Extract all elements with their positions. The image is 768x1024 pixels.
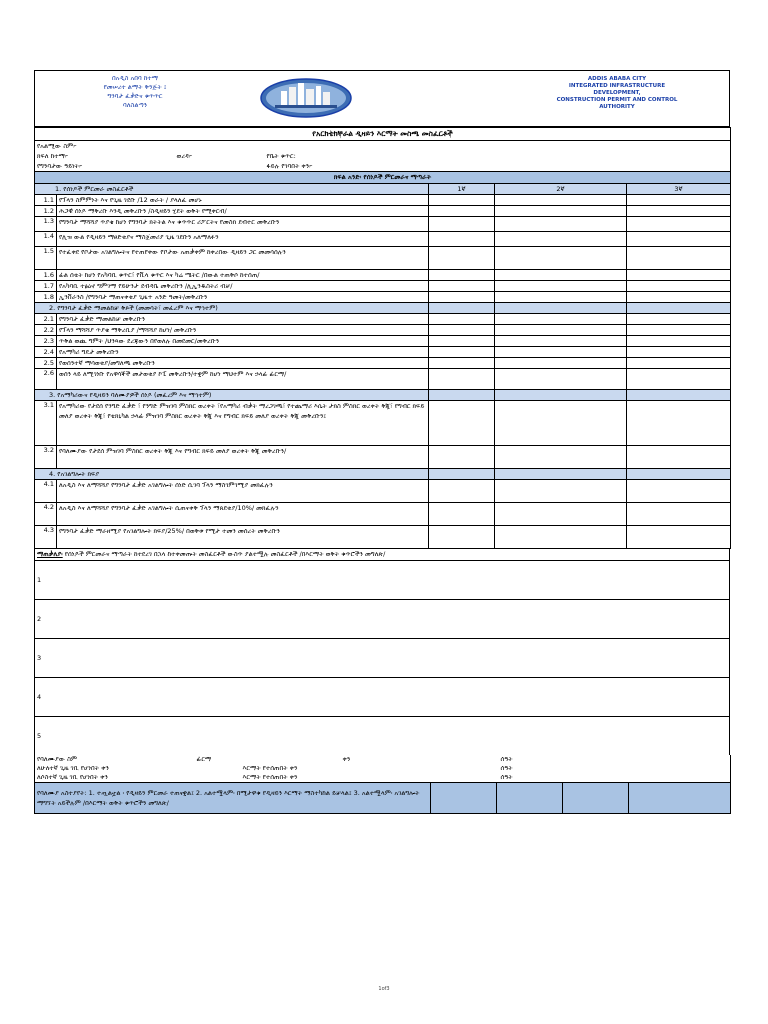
criteria-number: 1.1 (35, 195, 57, 206)
round-1-cell[interactable] (429, 446, 495, 469)
round-3-cell[interactable] (627, 358, 731, 369)
criteria-number: 4.3 (35, 526, 57, 549)
round-3-cell[interactable] (627, 401, 731, 446)
criteria-number: 1.4 (35, 232, 57, 247)
criteria-number: 3.1 (35, 401, 57, 446)
criteria-number: 1.6 (35, 270, 57, 281)
sub-city-field[interactable]: ክፍለ ከተማ፦ (37, 151, 69, 160)
round-2-header: 2ኛ (495, 184, 627, 195)
checklist-row (35, 195, 731, 206)
round-1-cell[interactable] (429, 401, 495, 446)
round-3-cell[interactable] (627, 336, 731, 347)
round-3-cell[interactable] (627, 526, 731, 549)
signature-field[interactable]: ፊርማ (196, 755, 212, 763)
round-3-cell[interactable] (627, 217, 731, 232)
criteria-number: 1.3 (35, 217, 57, 232)
round-2-cell[interactable] (495, 314, 627, 325)
criteria-number: 1.2 (35, 206, 57, 217)
round-2-cell[interactable] (495, 247, 627, 270)
round-2-cell[interactable] (495, 526, 627, 549)
round-3-cell[interactable] (627, 369, 731, 390)
house-no-field[interactable]: የቤት ቁጥር: (266, 151, 296, 160)
criteria-number: 2.5 (35, 358, 57, 369)
checklist-row (35, 281, 731, 292)
round-2-cell[interactable] (495, 217, 627, 232)
time-field-2[interactable]: ሰዓት (500, 764, 513, 772)
round-3-cell[interactable] (627, 292, 731, 303)
org-name-amharic: በአዲስ አበባ ከተማ የመሠረተ ልማት ቅንጅት ፤ ግንባታ ፈቃድና ቁጥጥር ባለስልጣን (103, 74, 167, 109)
round-2-cell[interactable] (495, 401, 627, 446)
round-1-cell[interactable] (429, 369, 495, 390)
third-submission-date[interactable]: ለሶስተኛ ጊዜ ገቢ የሆነበት ቀን (37, 773, 108, 781)
criteria-text: የግንባታ ፈቃድ ማራዘሚያ የአገልግሎት ክፍያ/25%/ በወቅቱ የሚታ ተመን መሰረት መቅረቡን (57, 526, 429, 549)
round-2-cell[interactable] (495, 232, 627, 247)
checklist-table (34, 171, 731, 549)
criteria-number: 1.5 (35, 247, 57, 270)
form-title: የአርክቴክቸራል ዲዛይን እርማት መስጫ መስፈርቶች (35, 128, 731, 141)
criteria-text: የአካባቢ ተፅዕኖ ግምገማ የይሁንታ ደብዳቤ መቅረቡን /ሊኢንዱስትሪ ብቻ/ (57, 281, 429, 292)
criteria-text: ለአዲስ እና ለማሻሻያ የግንባታ ፈቃድ አገልግሎት ሰነድ ሲገባ ፕላን ማስገምገሚያ መክፈሉን (57, 480, 429, 503)
criteria-text: የሊዝ ውል የዲዛይን ማፀድቂያና ማስጀመሪያ ጊዜ ገደቡን አለማለፉን (57, 232, 429, 247)
round-2-cell[interactable] (495, 325, 627, 336)
checklist-row (35, 270, 731, 281)
applicant-name-field[interactable]: የአልሚው ስም፦ (37, 141, 77, 150)
round-1-cell[interactable] (429, 247, 495, 270)
checklist-row (35, 347, 731, 358)
main-form-table (34, 127, 731, 141)
round-3-cell[interactable] (627, 247, 731, 270)
round-2-cell[interactable] (495, 336, 627, 347)
checklist-row (35, 358, 731, 369)
round-2-cell[interactable] (495, 281, 627, 292)
round-2-cell[interactable] (495, 292, 627, 303)
round-3-cell[interactable] (627, 270, 731, 281)
round-1-cell[interactable] (429, 232, 495, 247)
checklist-row (35, 292, 731, 303)
round-2-cell[interactable] (495, 358, 627, 369)
checklist-row (35, 480, 731, 503)
criteria-number: 3.2 (35, 446, 57, 469)
criteria-text: የግንባታ ፈቃድ ማመልከቻ መቅረቡን (57, 314, 429, 325)
time-field-3[interactable]: ሰዓት (500, 773, 513, 781)
round-1-cell[interactable] (429, 292, 495, 303)
criteria-number: 2.4 (35, 347, 57, 358)
section-1-heading: 1. የሰነዶች ምርመራ መስፈርቶች (35, 184, 429, 195)
checklist-row (35, 217, 731, 232)
criteria-number: 4.2 (35, 503, 57, 526)
summary-text: የሰነዶች ምርመራና ማጣራት ከተደረገ በኋላ ከተቀመጡት መስፈርቶች ውስጥ ያልተሟሉ መስፈርቶች /በእርማት ወቅት ቁጥሮችን መግለጽ/ (64, 550, 386, 558)
round-3-cell[interactable] (627, 232, 731, 247)
criteria-text: ኢንቨራንስ /የግንባታ ማጠናቀቂያ ጊዜ+ አንድ ዓመት/መቅረቡን (57, 292, 429, 303)
legend-text: የባለሙያ አስተያየት: 1. ተጧልቷል ፡ የዲዛይን ምርመራ ተጠናቋል፤ 2. አልተሟላም፡ በሚታዋቁ የዲዛይን እርማት ማስተካከል ይቻላል፤ 3. አልተሟላም፡ አገልግሎት ማግኘት አይችሉም /በእርማት ወቅት ቁጥሮችን መግለጽ/ (35, 783, 431, 814)
round-3-cell[interactable] (627, 206, 731, 217)
round-1-cell[interactable] (429, 358, 495, 369)
legend-table (34, 782, 731, 814)
section-4-heading: 4. የአገልግሎት ክፍያ (35, 469, 429, 480)
round-3-cell[interactable] (627, 314, 731, 325)
criteria-number: 2.3 (35, 336, 57, 347)
round-1-cell[interactable] (429, 480, 495, 503)
round-2-cell[interactable] (495, 369, 627, 390)
criteria-number: 1.7 (35, 281, 57, 292)
note-line-1[interactable]: 1 (35, 561, 730, 600)
criteria-text: የባለሙያው የታደሰ ምዝገባ ምስክር ወረቀት ቅጂ እና የግብር ክፍይ መለያ ወረቀት ቅጂ መቅረቡን/ (57, 446, 429, 469)
note-line-3[interactable]: 3 (35, 639, 730, 678)
note-line-5[interactable]: 5 (37, 732, 42, 740)
round-3-cell[interactable] (627, 325, 731, 336)
round-3-cell[interactable] (627, 347, 731, 358)
criteria-text: የአማካሪው የታደሰ የንግድ ፈቃድ ፣ የንግድ ምዝገባ ምስክር ወረቀት ፣የአማካሪ ብቃት ማረጋገጫ፣ የተጨማሪ እሴት ታክስ ምስክር ወረቀት ቅጂ፣ የግብር ክፍይ መለያ ወረቀት ቅጂ፣ የቴክኒካል ኃላፊ ምዝገባ ምስክር ወረቀት ቅጂ እና የግብር ክፍይ መለያ ወረቀት ቅጂ መቅረቡን፤ (57, 401, 429, 446)
criteria-text: ወሰን ላይ ለሚገነቡ የአዋሳኞች መታወቂያ ኮፒ መቅረቡን/ተቋም ከሆነ ማህተም እና ኃላፊ ፊርማ/ (57, 369, 429, 390)
round-1-cell[interactable] (429, 270, 495, 281)
checklist-row (35, 247, 731, 270)
building-type-field[interactable]: የግንባታው ዓይነት፦ (37, 161, 83, 170)
round-1-cell[interactable] (429, 347, 495, 358)
notes-table (34, 549, 730, 755)
criteria-number: 2.1 (35, 314, 57, 325)
form-sheet (34, 70, 730, 814)
part-one-title: ክፍል አንድ፡ የሰነዶች ምርመራና ማጣራት (35, 172, 731, 184)
criteria-text: የወሰንተኛ ማሳወቂያ/መግለጫ መቅረቡን (57, 358, 429, 369)
round-1-cell[interactable] (429, 526, 495, 549)
round-2-cell[interactable] (495, 270, 627, 281)
section-2-heading: 2. የግንባታ ፈቃድ ማመልከቻ ቅጾች (መመሳት፣ መፈረም እና ማኅተም) (35, 303, 429, 314)
correction-given-date-3[interactable]: እርማት የተሰጠበት ቀን (242, 773, 298, 781)
round-2-cell[interactable] (495, 195, 627, 206)
round-1-cell[interactable] (429, 336, 495, 347)
checklist-row (35, 369, 731, 390)
checklist-row (35, 206, 731, 217)
round-1-cell[interactable] (429, 503, 495, 526)
round-3-cell[interactable] (627, 195, 731, 206)
checklist-row (35, 314, 731, 325)
woreda-field[interactable]: ወረዳ፦ (176, 151, 193, 160)
round-2-cell[interactable] (495, 503, 627, 526)
checklist-row (35, 446, 731, 469)
round-1-cell[interactable] (429, 217, 495, 232)
checklist-row (35, 325, 731, 336)
criteria-text: የግንባታ ማሻሻያ ጥያቄ ከሆነ የግንባታ ክትትል እና ቁጥጥር ሪፖርትና የመስክ ደብተር መቅረቡን (57, 217, 429, 232)
round-2-cell[interactable] (495, 446, 627, 469)
second-submission-date[interactable]: ለሁለተኛ ጊዜ ገቢ የሆነበት ቀን (37, 764, 109, 772)
form-header (34, 70, 730, 127)
expert-name-field[interactable]: የባለሙያው ስም (37, 755, 78, 763)
checklist-row (35, 232, 731, 247)
checklist-row (35, 526, 731, 549)
summary-label: ማጠቃለያ፡ (37, 550, 63, 558)
criteria-text: ሕጋዊ ሰነዶ ማቅረቡ እንዲ መቅረቡን /ስዲዛይን ሂደት ወቅት የሚቀርብ/ (57, 206, 429, 217)
criteria-text: ጥቅል ወጪ ግምት /ህንጻው ደረጃውን በየወለሉ በመደመር/መቅረቡን (57, 336, 429, 347)
note-line-2[interactable]: 2 (35, 600, 730, 639)
time-field[interactable]: ሰዓት (500, 755, 513, 763)
criteria-number: 4.1 (35, 480, 57, 503)
criteria-text: ለአዲስ እና ለማሻሻያ የግንባታ ፈቃድ አገልግሎት ሲጠናቀቅ ፕላን ማጸደቂያ/10%/ መክፈሉን (57, 503, 429, 526)
applicant-info (34, 141, 731, 171)
criteria-number: 2.6 (35, 369, 57, 390)
round-1-header: 1ኛ (429, 184, 495, 195)
section-3-heading: 3. የአማካሪውና የዲዛይን ባለሙያዎች ሰነዶ (መፈረም እና ማኅተም) (35, 390, 429, 401)
criteria-text: ፊል ሰቴት ከሆነ የአካባቢ ቁጥር፣ የቪላ ቁጥር እና ካሬ ሜትር /በውል ተጠቅሶ ከተሰጠ/ (57, 270, 429, 281)
round-1-cell[interactable] (429, 281, 495, 292)
checklist-row (35, 336, 731, 347)
criteria-text: የተፈቀደ የቦታው አገልግሎትና የተጠየቀው የቦታው አጠቃቀም ከቀረበው ዲዛይን ጋር መመሳሰሉን (57, 247, 429, 270)
round-3-header: 3ኛ (627, 184, 731, 195)
note-line-4[interactable]: 4 (35, 678, 730, 717)
file-received-field[interactable]: ፋይሉ የገባበት ቀን፦ (266, 161, 313, 170)
round-1-cell[interactable] (429, 206, 495, 217)
signature-table (34, 755, 731, 782)
org-name-english: ADDIS ABABA CITY INTEGRATED INFRASTRUCTURE DEVELOPMENT, CONSTRUCTION PERMIT AND CONTROL AUTHORITY (556, 76, 678, 110)
round-3-cell[interactable] (627, 281, 731, 292)
criteria-text: የፕላን ማሻሻያ ጥያቄ ማቅረቢያ /ማሻሻያ ከሆነ/ መቅረቡን (57, 325, 429, 336)
round-3-cell[interactable] (627, 480, 731, 503)
round-2-cell[interactable] (495, 480, 627, 503)
criteria-text: የፕላን ስምምነት እና የጊዜ ገደቡ /12 ወራት / ያላለፈ መሆኑ (57, 195, 429, 206)
round-2-cell[interactable] (495, 206, 627, 217)
round-3-cell[interactable] (627, 503, 731, 526)
criteria-number: 1.8 (35, 292, 57, 303)
round-3-cell[interactable] (627, 446, 731, 469)
page-number: 1of3 (378, 986, 390, 992)
criteria-text: የአማካሪ ግዴታ መቅረቡን (57, 347, 429, 358)
authority-logo-icon (259, 77, 353, 119)
round-1-cell[interactable] (429, 325, 495, 336)
criteria-number: 2.2 (35, 325, 57, 336)
checklist-row (35, 401, 731, 446)
round-1-cell[interactable] (429, 195, 495, 206)
date-field[interactable]: ቀን (342, 755, 351, 763)
round-2-cell[interactable] (495, 347, 627, 358)
checklist-row (35, 503, 731, 526)
correction-given-date-2[interactable]: እርማት የተሰጠበት ቀን (242, 764, 298, 772)
round-1-cell[interactable] (429, 314, 495, 325)
